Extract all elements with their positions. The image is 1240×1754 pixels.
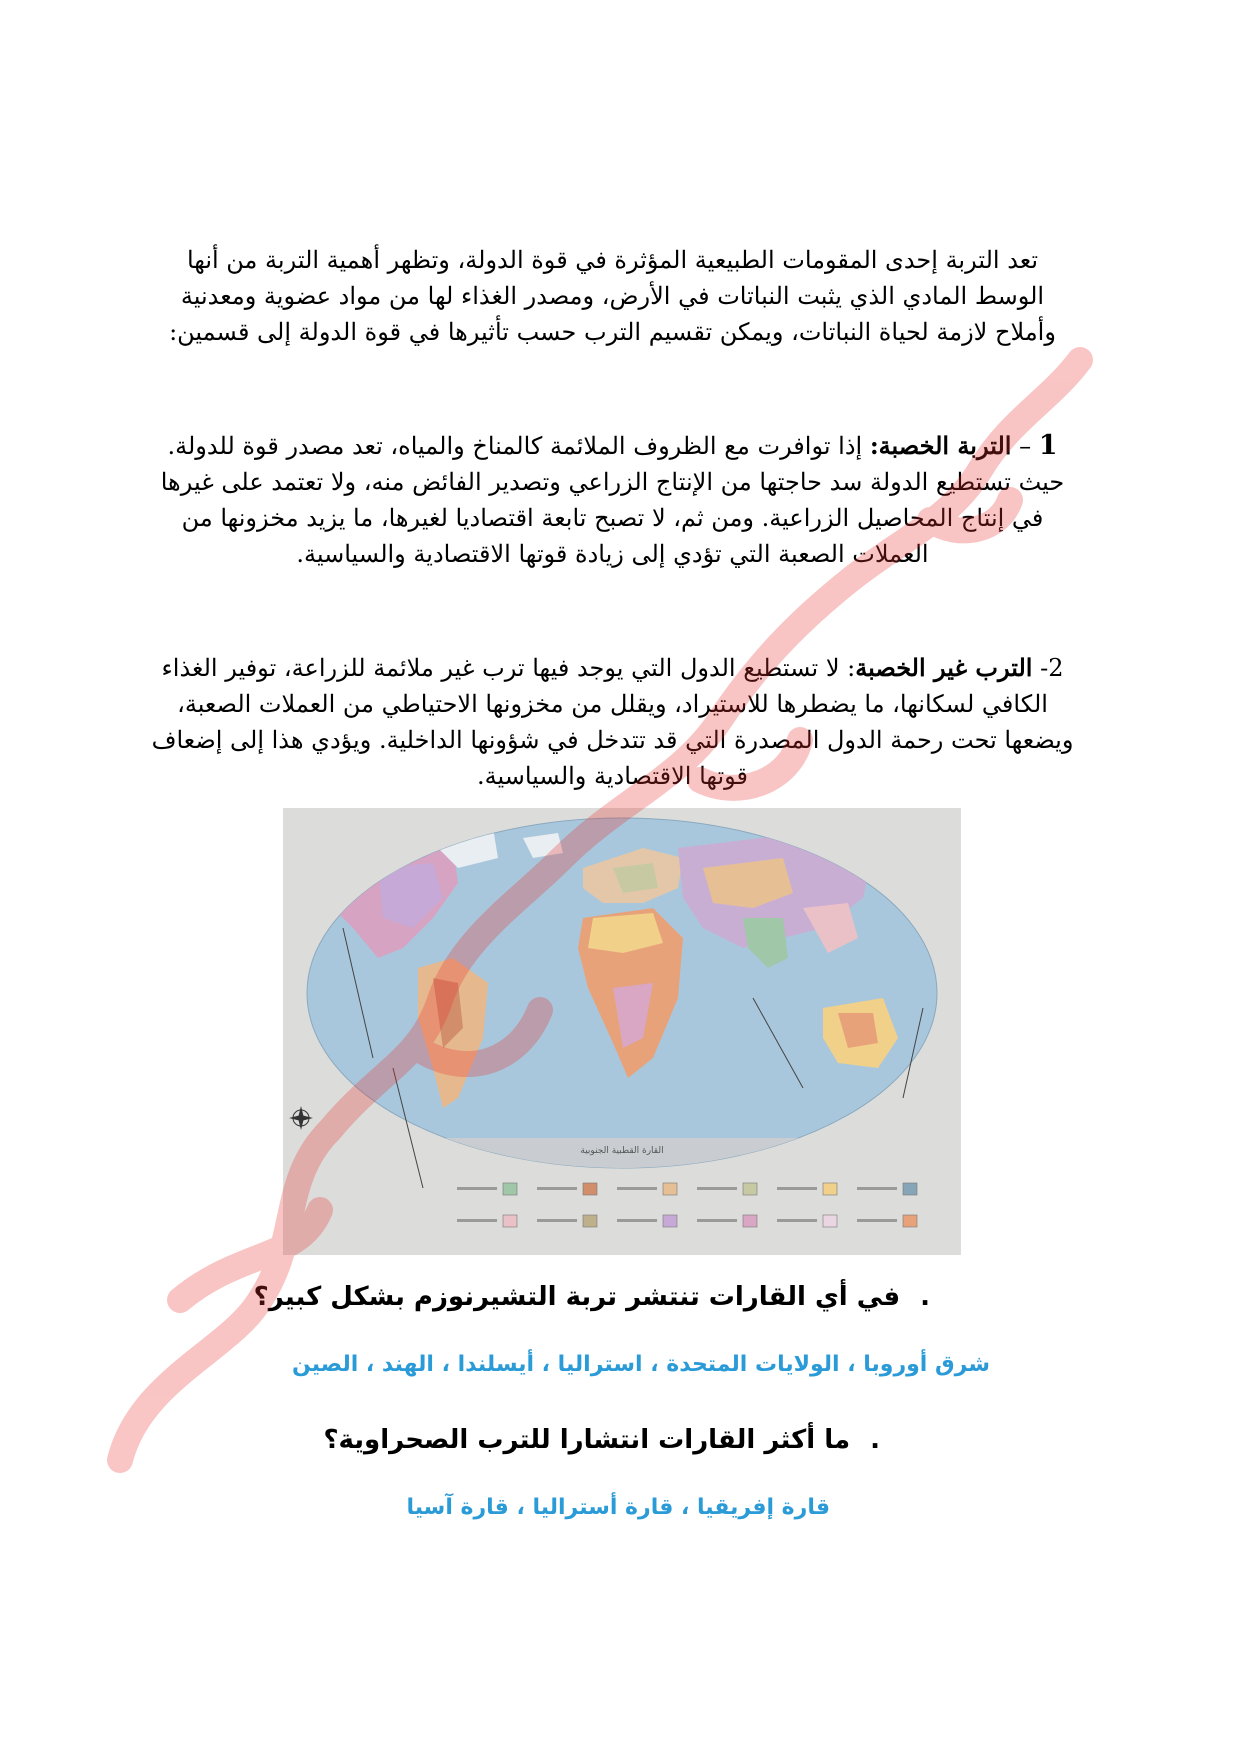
fertile-soil-text: إذا توافرت مع الظروف الملائمة كالمناخ والمياه، تعد مصدر قوة للدولة. حيث تستطيع الدولة سد حاجتها من الإنتاج الزراعي وتصدير الفائض منه، ولا تعتمد على غيرها في إنتاج المحاصيل الزراعية. ومن ثم، لا تصبح تابعة اقتصاديا لغيرها، ما يزيد مخزونها من العملات الصعبة التي تؤدي إلى زيادة قوتها الاقتصادية والسياسية.: [160, 432, 1065, 568]
legend-swatch: [903, 1183, 917, 1195]
legend-label-line: [777, 1187, 817, 1190]
legend-swatch: [583, 1215, 597, 1227]
world-soil-map: [283, 808, 961, 1255]
intro-paragraph: تعد التربة إحدى المقومات الطبيعية المؤثرة في قوة الدولة، وتظهر أهمية التربة من أنها الوسط المادي الذي يثبت النباتات في الأرض، ومصدر الغذاء لها من مواد عضوية ومعدنية وأملاح لازمة لحياة النباتات، ويمكن تقسيم الترب حسب تأثيرها في قوة الدولة إلى قسمين:: [169, 246, 1056, 346]
legend-label-line: [617, 1219, 657, 1222]
legend-swatch: [743, 1183, 757, 1195]
legend-label-line: [697, 1187, 737, 1190]
question-1-text: في أي القارات تنتشر تربة التشيرنوزم بشكل كبير؟: [253, 1282, 901, 1312]
answer-1: شرق أوروبا ، الولايات المتحدة ، استراليا ، أيسلندا ، الهند ، الصين: [291, 1352, 990, 1377]
fertile-soil-paragraph: [150, 428, 1075, 572]
legend-swatch: [663, 1215, 677, 1227]
legend-swatch: [903, 1215, 917, 1227]
legend-swatch: [663, 1183, 677, 1195]
infertile-soil-term: الترب غير الخصبة: [855, 653, 1033, 682]
legend-label-line: [537, 1187, 577, 1190]
legend-label-line: [857, 1187, 897, 1190]
legend-label-line: [457, 1187, 497, 1190]
legend-swatch: [823, 1183, 837, 1195]
legend-swatch: [743, 1215, 757, 1227]
legend-label-line: [777, 1219, 817, 1222]
legend-label-line: [857, 1219, 897, 1222]
bullet: .: [870, 1425, 880, 1455]
legend-label-line: [617, 1187, 657, 1190]
item-separator: –: [1011, 432, 1039, 460]
infertile-soil-paragraph: [150, 650, 1075, 794]
legend-label-line: [697, 1219, 737, 1222]
legend-swatch: [823, 1215, 837, 1227]
answer-2: قارة إفريقيا ، قارة أستراليا ، قارة آسيا: [406, 1495, 830, 1520]
legend-swatch: [503, 1215, 517, 1227]
question-2: [323, 1425, 880, 1455]
legend-swatch: [503, 1183, 517, 1195]
antarctica-label: القارة القطبية الجنوبية: [580, 1146, 664, 1156]
item-number: 2-: [1040, 654, 1064, 682]
item-number: 1: [1038, 430, 1058, 461]
legend-label-line: [457, 1219, 497, 1222]
fertile-soil-term: التربة الخصبة:: [869, 431, 1012, 460]
question-2-text: ما أكثر القارات انتشارا للترب الصحراوية؟: [323, 1425, 851, 1455]
infertile-soil-text: : لا تستطيع الدول التي يوجد فيها ترب غير ملائمة للزراعة، توفير الغذاء الكافي لسكانها، ما يضطرها للاستيراد، ويقلل من مخزونها الاحتياطي من العملات الصعبة، ويضعها تحت رحمة الدول المصدرة التي قد تتدخل في شؤونها الداخلية. ويؤدي هذا إلى إضعاف قوتها الاقتصادية والسياسية.: [151, 654, 1074, 790]
bullet: .: [920, 1282, 930, 1312]
legend-swatch: [583, 1183, 597, 1195]
legend-label-line: [537, 1219, 577, 1222]
map-graphic: [283, 808, 961, 1255]
question-1: [254, 1282, 930, 1312]
